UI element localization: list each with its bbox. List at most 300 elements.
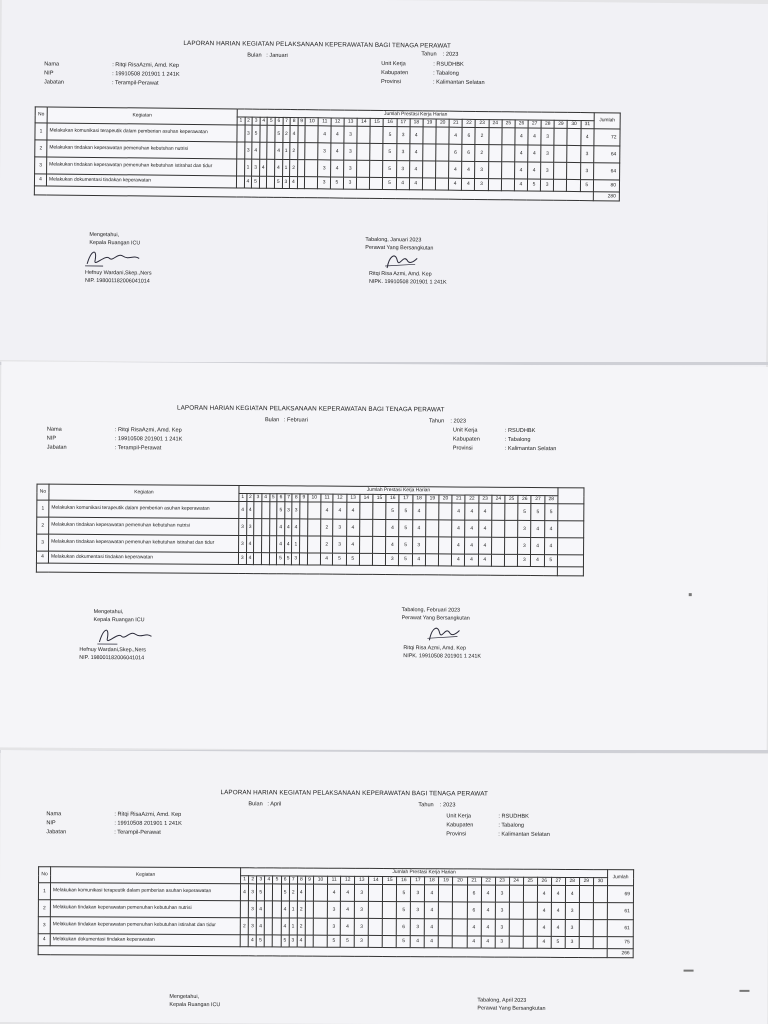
score-cell: 4 <box>346 502 359 519</box>
day-number: 10 <box>305 118 318 126</box>
score-cell: 4 <box>551 902 565 919</box>
score-cell: 3 <box>518 520 531 537</box>
score-cell <box>505 537 518 554</box>
score-cell <box>236 176 244 188</box>
score-cell: 4 <box>277 536 285 553</box>
approver-signature <box>95 624 155 648</box>
score-cell: 4 <box>465 537 478 554</box>
activity-table <box>38 866 634 958</box>
score-cell <box>313 901 327 918</box>
score-cell <box>269 519 277 536</box>
days-header: Jumlah Prestasi Kerja Harian <box>237 109 594 121</box>
score-cell <box>439 936 453 948</box>
score-cell <box>373 536 386 553</box>
day-number: 10 <box>308 494 321 502</box>
score-cell: 4 <box>341 901 355 918</box>
report-title: LAPORAN HARIAN KEGIATAN PELAKSANAAN KEPERAWATAN BAGI TENAGA PERAWAT <box>183 39 451 50</box>
score-cell: 4 <box>256 918 264 935</box>
score-cell: 2 <box>297 918 305 935</box>
score-cell: 2 <box>475 127 488 144</box>
score-cell <box>267 176 275 188</box>
score-cell <box>383 918 397 935</box>
score-cell <box>262 502 270 519</box>
activity-cell: Melakukan dokumentasi tindakan keperawatan <box>50 934 240 947</box>
score-cell: 5 <box>383 160 396 177</box>
score-cell <box>260 125 268 142</box>
nurse-name-block: Ritqi Risa Azmi, Amd. Kep NIPK. 19910508 201901 1 241K <box>368 270 447 286</box>
score-cell <box>509 885 523 902</box>
day-number: 14 <box>369 876 383 884</box>
day-number: 21 <box>452 495 465 503</box>
score-cell <box>436 127 449 144</box>
month-line: Bulan : Januari <box>247 52 288 59</box>
score-cell <box>265 901 273 918</box>
day-number: 3 <box>257 876 265 884</box>
score-cell: 4 <box>462 178 475 190</box>
score-cell: 2 <box>297 901 305 918</box>
score-cell: 5 <box>340 935 354 947</box>
score-cell: 3 <box>355 901 369 918</box>
total-header: Jumlah <box>594 113 620 129</box>
day-number: 23 <box>475 119 488 127</box>
score-cell <box>305 126 318 143</box>
score-cell <box>254 519 262 536</box>
score-cell <box>488 179 501 191</box>
score-cell: 4 <box>284 519 292 536</box>
score-cell: 4 <box>318 126 331 143</box>
score-cell <box>267 159 275 176</box>
score-cell <box>453 885 467 902</box>
day-number: 12 <box>341 876 355 884</box>
score-cell <box>307 519 320 536</box>
day-number: 13 <box>346 494 359 502</box>
score-cell: 4 <box>531 521 544 538</box>
score-cell: 4 <box>275 159 283 176</box>
score-cell <box>300 502 308 519</box>
score-cell: 5 <box>551 936 565 948</box>
score-cell <box>491 554 504 566</box>
score-cell: 4 <box>478 537 491 554</box>
score-cell: 4 <box>467 936 481 948</box>
score-cell <box>240 935 248 947</box>
score-cell <box>502 128 515 145</box>
score-cell <box>273 884 281 901</box>
score-cell <box>297 160 305 177</box>
grand-total <box>557 567 583 576</box>
score-cell <box>593 937 607 949</box>
score-cell: 3 <box>541 145 554 162</box>
score-cell: 4 <box>537 902 551 919</box>
report-sheet-january <box>0 0 768 368</box>
score-cell: 3 <box>238 552 246 564</box>
row-total: 64 <box>594 146 620 163</box>
row-number: 3 <box>37 534 49 551</box>
day-number: 18 <box>425 877 439 885</box>
score-cell: 4 <box>514 162 527 179</box>
score-cell <box>237 125 245 142</box>
paper-speck <box>689 593 692 596</box>
score-cell: 4 <box>259 159 267 176</box>
row-total <box>558 538 584 555</box>
day-number: 18 <box>413 495 426 503</box>
day-number: 5 <box>269 494 277 502</box>
row-total: 69 <box>607 886 633 903</box>
score-cell <box>425 520 438 537</box>
score-cell <box>370 177 383 189</box>
score-cell: 4 <box>290 126 298 143</box>
score-cell: 3 <box>411 902 425 919</box>
day-number: 7 <box>283 117 291 125</box>
day-number: 28 <box>565 877 579 885</box>
year-line: Tahun : 2023 <box>418 802 456 809</box>
day-number: 1 <box>239 493 247 501</box>
score-cell <box>359 519 372 536</box>
day-number: 17 <box>411 877 425 885</box>
score-cell <box>259 176 267 188</box>
score-cell <box>267 142 275 159</box>
score-cell: 5 <box>274 176 282 188</box>
score-cell: 4 <box>537 936 551 948</box>
score-cell: 3 <box>386 554 399 566</box>
approver-block: Mengetahui, Kepala Ruangan ICU <box>169 993 221 1009</box>
activity-cell: Melakukan komunikasi terapeutik dalam pemberian asuhan keperawatan <box>50 883 240 901</box>
day-number: 14 <box>360 494 373 502</box>
score-cell: 6 <box>467 902 481 919</box>
score-cell <box>360 502 373 519</box>
score-cell: 5 <box>252 176 260 188</box>
day-number: 24 <box>489 120 502 128</box>
score-cell <box>501 162 514 179</box>
score-cell: 4 <box>341 884 355 901</box>
day-number: 5 <box>273 876 281 884</box>
employee-info: Nama : Ritqi RisaAzmi, Amd. Kep NIP : 19910508 201901 1 241K Jabatan : Terampil-Perawat <box>46 426 183 452</box>
year-line: Tahun : 2023 <box>421 51 459 58</box>
row-number: 1 <box>38 883 50 900</box>
score-cell <box>554 179 567 191</box>
day-number: 21 <box>467 877 481 885</box>
score-cell <box>237 142 245 159</box>
score-cell: 4 <box>331 126 344 143</box>
score-cell <box>425 554 438 566</box>
row-total: 80 <box>593 180 619 192</box>
score-cell <box>491 520 504 537</box>
day-number: 1 <box>237 117 245 125</box>
day-number: 6 <box>281 876 289 884</box>
days-header: Jumlah Prestasi Kerja Harian <box>241 868 608 878</box>
activity-cell: Melakukan tindakan keperawatan pemenuhan kebutuhan istirahat dan tidur <box>47 157 237 176</box>
day-number: 9 <box>305 876 313 884</box>
score-cell: 3 <box>495 936 509 948</box>
approver-block: Mengetahui, Kepala Ruangan ICU <box>93 608 145 624</box>
score-cell: 3 <box>565 902 579 919</box>
score-cell <box>300 553 308 565</box>
score-cell <box>300 536 308 553</box>
score-cell: 4 <box>411 936 425 948</box>
score-cell: 4 <box>281 918 289 935</box>
score-cell: 1 <box>282 142 290 159</box>
days-header: Jumlah Prestasi Kerja Harian <box>239 485 558 495</box>
score-cell: 3 <box>354 935 368 947</box>
score-cell: 4 <box>528 145 541 162</box>
score-cell: 4 <box>515 145 528 162</box>
score-cell <box>383 901 397 918</box>
score-cell <box>357 177 370 189</box>
activity-cell: Melakukan tindakan keperawatan pemenuhan kebutuhan nutrisi <box>50 900 240 918</box>
paper-speck <box>739 990 749 992</box>
unit-info: Unit Kerja : RSUDHBK Kabupaten : Tabalong Provinsi : Kalimantan Selatan <box>446 813 550 838</box>
score-cell: 3 <box>412 537 425 554</box>
activity-cell: Melakukan tindakan keperawatan pemenuhan kebutuhan nutrisi <box>49 517 239 535</box>
day-number: 25 <box>505 495 518 503</box>
score-cell <box>453 919 467 936</box>
score-cell: 3 <box>541 128 554 145</box>
score-cell: 4 <box>386 520 399 537</box>
day-number: 2 <box>245 117 253 125</box>
no-header: No <box>35 107 47 123</box>
score-cell: 4 <box>425 885 439 902</box>
score-cell <box>523 885 537 902</box>
score-cell: 4 <box>528 162 541 179</box>
day-number: 16 <box>397 877 411 885</box>
row-number: 3 <box>38 917 50 934</box>
score-cell: 1 <box>292 536 300 553</box>
activity-header: Kegiatan <box>51 867 241 884</box>
score-cell <box>254 536 262 553</box>
score-cell: 4 <box>551 919 565 936</box>
day-number: 25 <box>523 877 537 885</box>
approver-name-block: Hefnuy Wardani,Skep.,Ners NIP. 198001182006041014 <box>79 646 146 662</box>
day-number: 7 <box>289 876 297 884</box>
score-cell: 4 <box>449 127 462 144</box>
score-cell: 3 <box>396 144 409 161</box>
score-cell: 3 <box>318 177 331 189</box>
score-cell <box>554 145 567 162</box>
score-cell <box>261 536 269 553</box>
score-cell: 3 <box>244 142 252 159</box>
score-cell <box>307 553 320 565</box>
activity-cell: Melakukan komunikasi terapeutik dalam pemberian asuhan keperawatan <box>49 500 239 518</box>
score-cell <box>240 901 248 918</box>
grand-total: 280 <box>593 192 619 201</box>
no-header: No <box>37 484 49 500</box>
day-number: 29 <box>554 120 567 128</box>
score-cell: 4 <box>246 553 254 565</box>
score-cell: 3 <box>565 919 579 936</box>
row-number: 2 <box>35 140 47 157</box>
score-cell <box>265 935 273 947</box>
score-cell <box>372 553 385 565</box>
day-number: 15 <box>383 876 397 884</box>
score-cell <box>423 144 436 161</box>
approver-name-block: Hefnuy Wardani,Skep.,Ners NIP. 198001182006041014 <box>84 269 152 285</box>
score-cell <box>439 520 452 537</box>
score-cell <box>369 901 383 918</box>
score-cell: 6 <box>462 144 475 161</box>
score-cell: 4 <box>321 502 334 519</box>
day-number: 4 <box>262 494 270 502</box>
score-cell: 3 <box>475 178 488 190</box>
score-cell: 4 <box>478 554 491 566</box>
score-cell: 3 <box>285 502 293 519</box>
score-cell: 4 <box>346 536 359 553</box>
row-total: 64 <box>594 163 620 180</box>
report-title: LAPORAN HARIAN KEGIATAN PELAKSANAAN KEPERAWATAN BAGI TENAGA PERAWAT <box>220 789 489 798</box>
score-cell: 4 <box>297 935 305 947</box>
score-cell: 5 <box>544 555 557 567</box>
nurse-sign-block: Tabalong, April 2023 Perawat Yang Bersangkutan <box>477 997 546 1012</box>
score-cell: 3 <box>355 918 369 935</box>
day-number: 28 <box>545 496 558 504</box>
activity-cell: Melakukan tindakan keperawatan pemenuhan kebutuhan nutrisi <box>47 140 237 159</box>
score-cell: 4 <box>537 919 551 936</box>
score-cell: 3 <box>541 162 554 179</box>
day-number: 31 <box>581 121 595 129</box>
score-cell: 3 <box>239 518 247 535</box>
score-cell <box>298 126 306 143</box>
score-cell <box>567 162 580 179</box>
score-cell: 4 <box>410 127 423 144</box>
score-cell <box>425 537 438 554</box>
score-cell: 4 <box>290 177 298 189</box>
score-cell <box>383 884 397 901</box>
score-cell: 4 <box>412 554 425 566</box>
score-cell <box>436 144 449 161</box>
employee-info: Nama : Ritqi RisaAzmi, Amd. Kep NIP : 19910508 201901 1 241K Jabatan : Terampil-Perawat <box>43 61 180 87</box>
score-cell <box>297 143 305 160</box>
score-cell: 2 <box>289 884 297 901</box>
score-cell: 4 <box>481 902 495 919</box>
row-number: 4 <box>36 551 48 563</box>
score-cell <box>579 886 593 903</box>
row-number: 4 <box>34 174 46 186</box>
activity-header: Kegiatan <box>47 107 237 125</box>
unit-info: Unit Kerja : RSUDHBK Kabupaten : Tabalong Provinsi : Kalimantan Selatan <box>452 427 557 453</box>
score-cell: 3 <box>239 535 247 552</box>
score-cell: 4 <box>412 520 425 537</box>
score-cell: 4 <box>452 537 465 554</box>
day-number: 27 <box>551 877 565 885</box>
score-cell: 4 <box>409 161 422 178</box>
score-cell: 4 <box>412 503 425 520</box>
row-number: 2 <box>38 900 50 917</box>
day-number: 11 <box>328 876 341 884</box>
score-cell <box>305 177 318 189</box>
nurse-signature <box>423 622 463 646</box>
score-cell <box>313 918 327 935</box>
row-total <box>558 504 584 521</box>
day-number: 14 <box>357 118 370 126</box>
score-cell: 4 <box>449 178 462 190</box>
score-cell: 4 <box>246 502 254 519</box>
day-number: 1 <box>241 876 249 884</box>
day-number: 26 <box>537 877 551 885</box>
score-cell: 3 <box>565 936 579 948</box>
day-number: 27 <box>531 496 544 504</box>
score-cell: 4 <box>462 161 475 178</box>
score-cell: 3 <box>541 179 554 191</box>
score-cell <box>237 159 245 176</box>
score-cell <box>307 536 320 553</box>
score-cell: 5 <box>544 504 557 521</box>
day-number: 22 <box>481 877 495 885</box>
score-cell <box>505 520 518 537</box>
score-cell: 5 <box>399 503 412 520</box>
score-cell: 1 <box>289 901 297 918</box>
score-cell: 5 <box>284 553 292 565</box>
score-cell: 5 <box>531 504 544 521</box>
score-cell <box>357 126 370 143</box>
day-number: 11 <box>319 118 331 126</box>
score-cell <box>273 901 281 918</box>
score-cell <box>426 503 439 520</box>
score-cell <box>357 143 370 160</box>
row-total: 72 <box>594 129 620 146</box>
score-cell: 4 <box>531 555 544 567</box>
day-number: 19 <box>439 877 453 885</box>
score-cell: 3 <box>495 919 509 936</box>
score-cell <box>254 553 262 565</box>
score-cell <box>579 903 593 920</box>
day-number: 7 <box>285 494 293 502</box>
score-cell: 4 <box>515 128 528 145</box>
day-number: 6 <box>277 494 285 502</box>
score-cell: 4 <box>330 160 343 177</box>
score-cell: 4 <box>346 519 359 536</box>
day-number: 26 <box>518 495 531 503</box>
score-cell <box>579 937 593 949</box>
score-cell: 4 <box>425 936 439 948</box>
score-cell: 3 <box>495 885 509 902</box>
score-cell: 3 <box>495 902 509 919</box>
score-cell <box>300 519 308 536</box>
day-number: 22 <box>462 119 475 127</box>
day-number: 4 <box>265 876 273 884</box>
score-cell: 4 <box>425 919 439 936</box>
day-number: 28 <box>541 120 554 128</box>
activity-table <box>34 106 621 201</box>
score-cell: 5 <box>397 936 411 948</box>
day-number: 24 <box>492 495 505 503</box>
day-number: 25 <box>502 120 515 128</box>
score-cell: 3 <box>411 919 425 936</box>
score-cell: 3 <box>518 537 531 554</box>
score-cell: 5 <box>281 935 289 947</box>
nurse-signature <box>381 250 421 272</box>
score-cell <box>567 179 580 191</box>
day-number: 15 <box>370 118 383 126</box>
report-sheet-april <box>0 750 768 1024</box>
score-cell: 4 <box>425 902 439 919</box>
day-number: 20 <box>436 119 449 127</box>
score-cell: 4 <box>544 538 557 555</box>
day-number: 24 <box>509 877 523 885</box>
score-cell <box>554 128 567 145</box>
day-number: 23 <box>479 495 492 503</box>
score-cell: 1 <box>244 159 252 176</box>
score-cell <box>269 553 277 565</box>
score-cell: 4 <box>452 503 465 520</box>
score-cell: 2 <box>320 536 333 553</box>
day-number: 21 <box>449 119 462 127</box>
day-number: 6 <box>275 117 283 125</box>
score-cell <box>260 142 268 159</box>
score-cell <box>369 884 383 901</box>
day-number: 9 <box>298 118 306 126</box>
score-cell: 5 <box>580 180 594 192</box>
score-cell <box>504 554 517 566</box>
day-number: 12 <box>331 118 344 126</box>
score-cell: 4 <box>244 176 252 188</box>
